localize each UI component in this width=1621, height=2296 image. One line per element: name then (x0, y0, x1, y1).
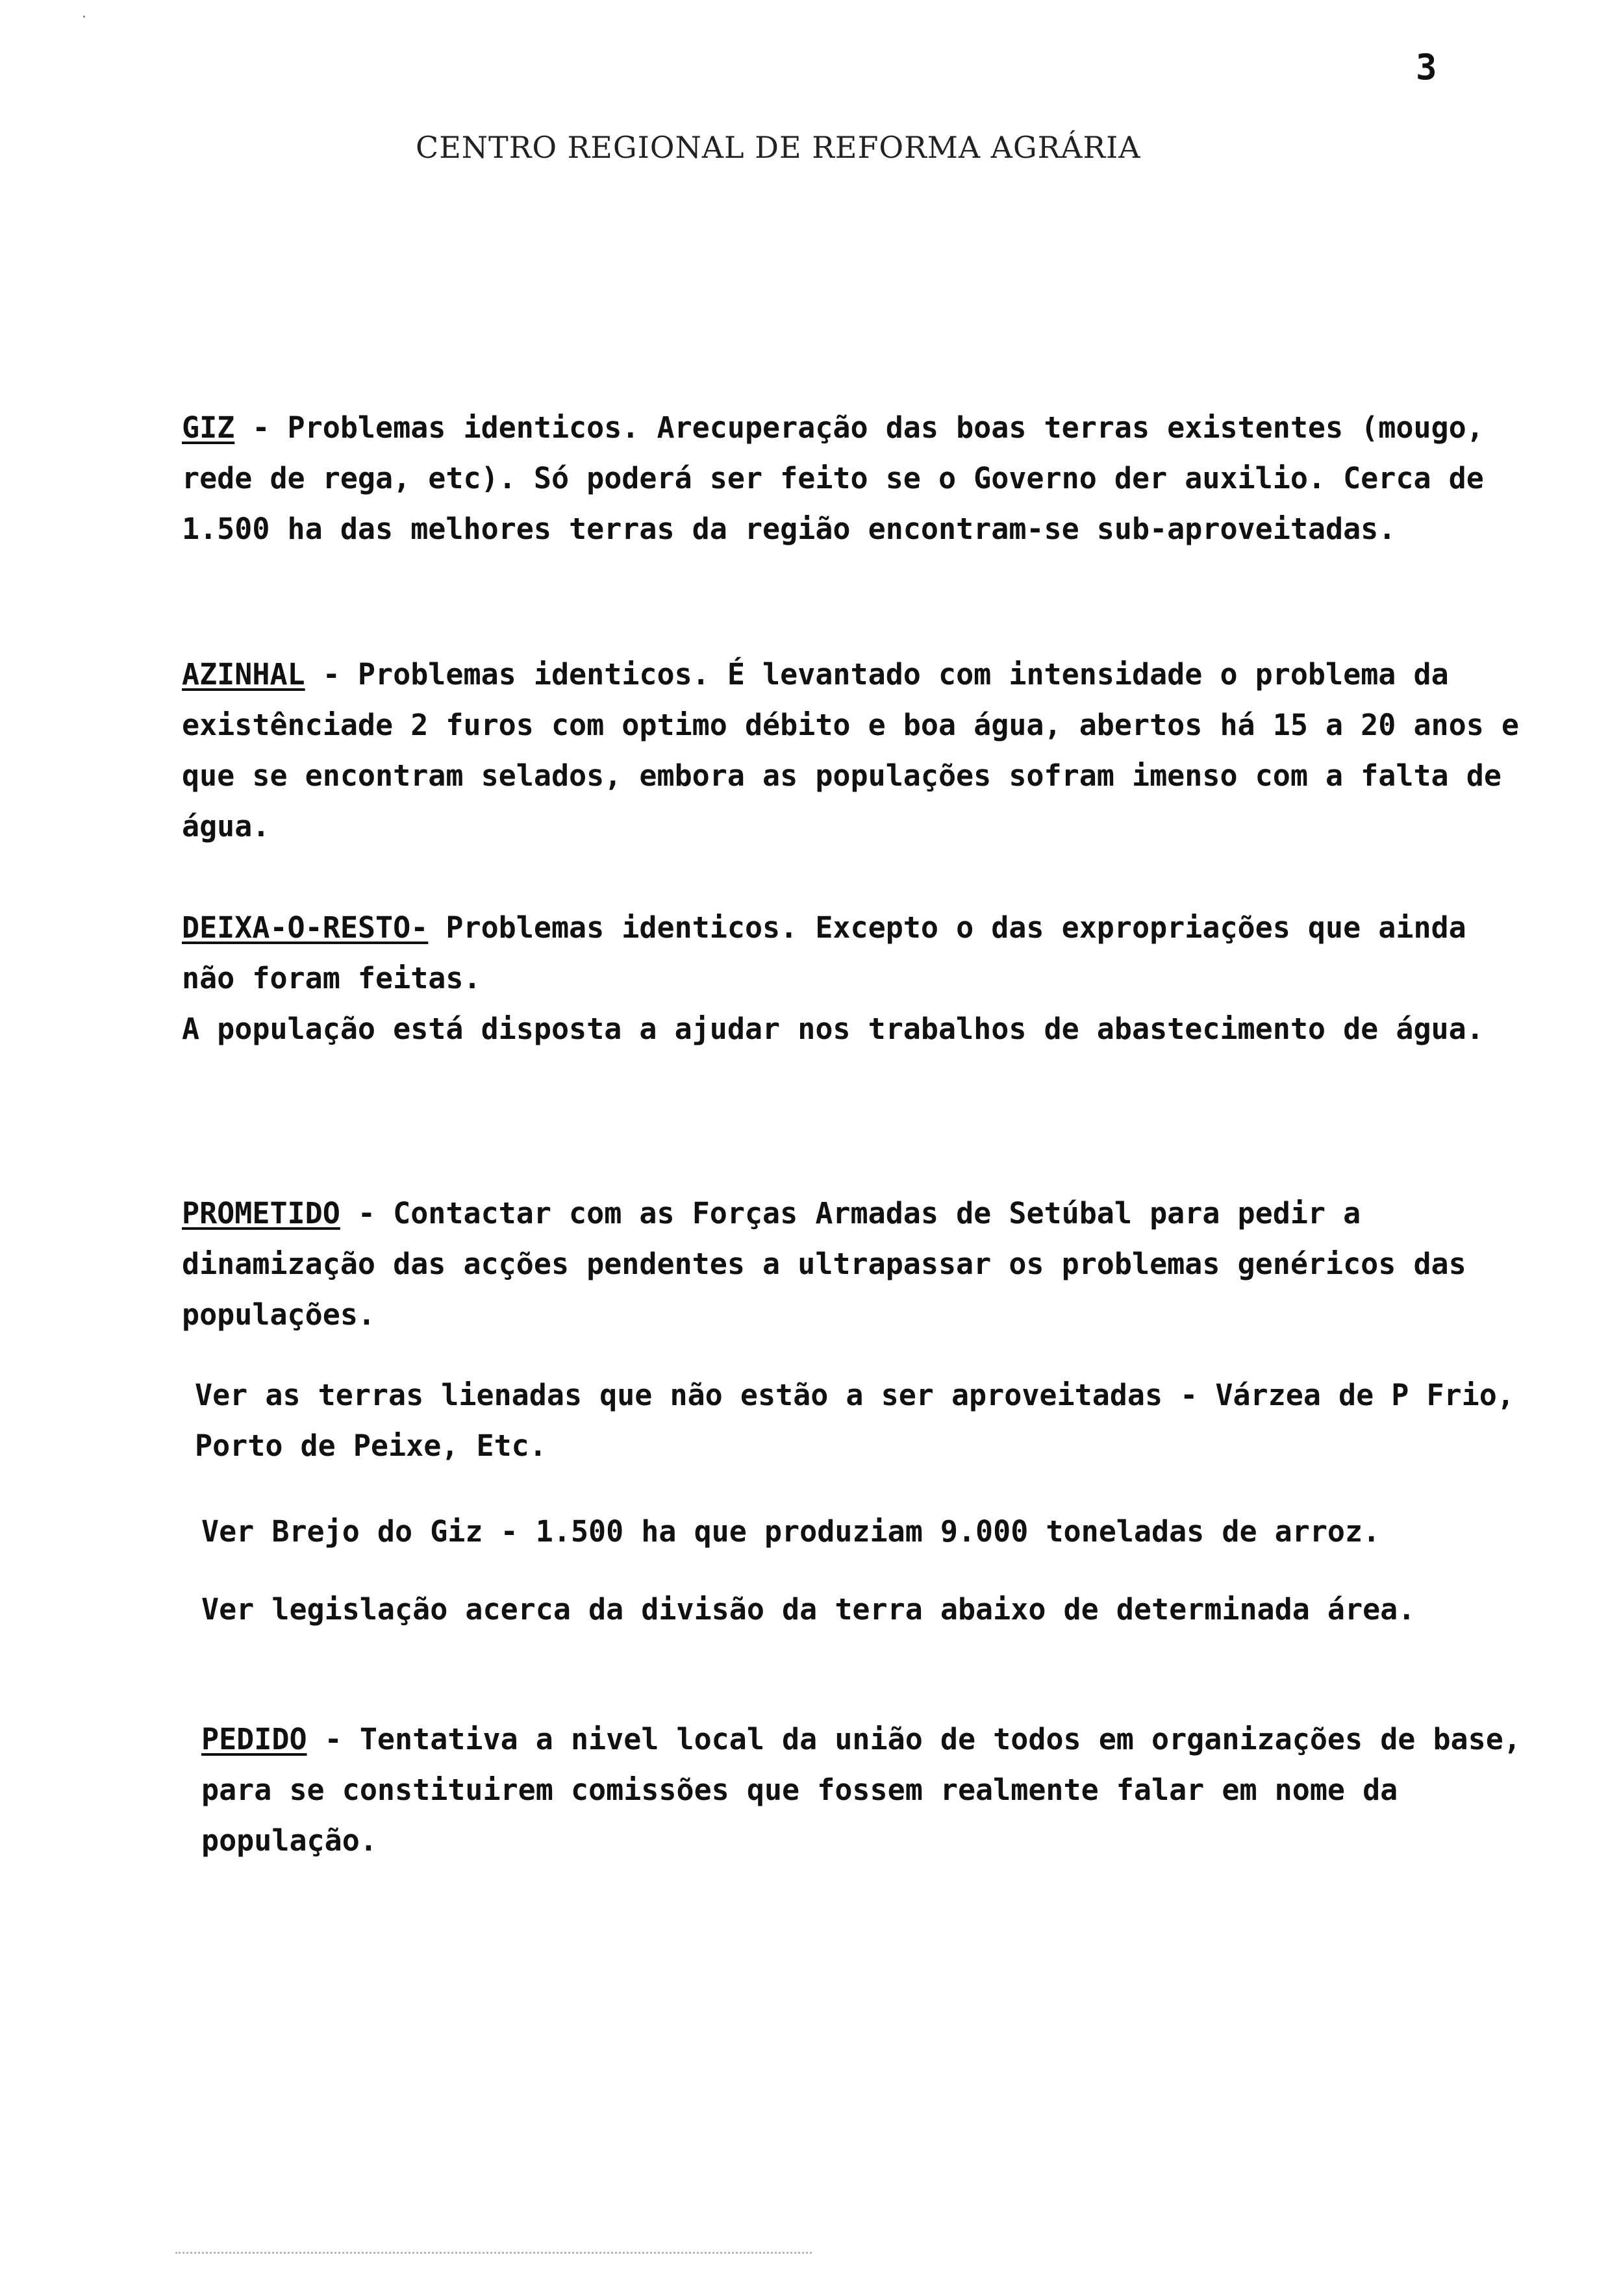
page-number: 3 (1416, 47, 1437, 88)
entry-text: - Tentativa a nivel local da união de todos em organizações de base, para se constituirem comissões que fossem realmente falar em nome da população. (201, 1722, 1521, 1858)
entry-label: PEDIDO (201, 1722, 307, 1756)
document-header: CENTRO REGIONAL DE REFORMA AGRÁRIA (416, 130, 1141, 165)
entry-giz (182, 403, 1533, 555)
entry-text: - Problemas identicos. Arecuperação das boas terras existentes (mougo, rede de rega, etc). Só poderá ser feito se o Governo der auxilio. Cerca de 1.500 ha das melhores terras da região encontram-se sub-aproveitadas. (182, 410, 1484, 546)
entry-azinhal (182, 649, 1533, 852)
entry-label: DEIXA-O-RESTO- (182, 910, 429, 945)
action-item: Ver Brejo do Giz - 1.500 ha que produziam 9.000 toneladas de arroz. (201, 1514, 1381, 1549)
entry-prometido (182, 1188, 1533, 1340)
entry-deixa-o-resto (182, 903, 1533, 1054)
scan-artifact-line (175, 2252, 812, 2254)
action-item: Ver legislação acerca da divisão da terra abaixo de determinada área. (201, 1592, 1416, 1627)
entry-label: PROMETIDO (182, 1196, 340, 1230)
entry-text: Problemas identicos. Excepto o das expropriações que ainda não foram feitas. A população está disposta a ajudar nos trabalhos de abastecimento de água. (182, 910, 1484, 1046)
action-item: Ver as terras lienadas que não estão a ser aproveitadas - Várzea de P Frio, Porto de Peixe, Etc. (195, 1378, 1514, 1463)
entry-pedido (201, 1714, 1552, 1866)
entry-text: - Problemas identicos. É levantado com intensidade o problema da existênciade 2 furos com optimo débito e boa água, abertos há 15 a 20 anos e que se encontram selados, embora as populações sofram imenso com a falta de água. (182, 657, 1520, 843)
entry-text: - Contactar com as Forças Armadas de Setúbal para pedir a dinamização das acções pendentes a ultrapassar os problemas genéricos das populações. (182, 1196, 1466, 1332)
entry-label: GIZ (182, 410, 235, 445)
entry-label: AZINHAL (182, 657, 305, 692)
scan-speck (83, 16, 85, 18)
